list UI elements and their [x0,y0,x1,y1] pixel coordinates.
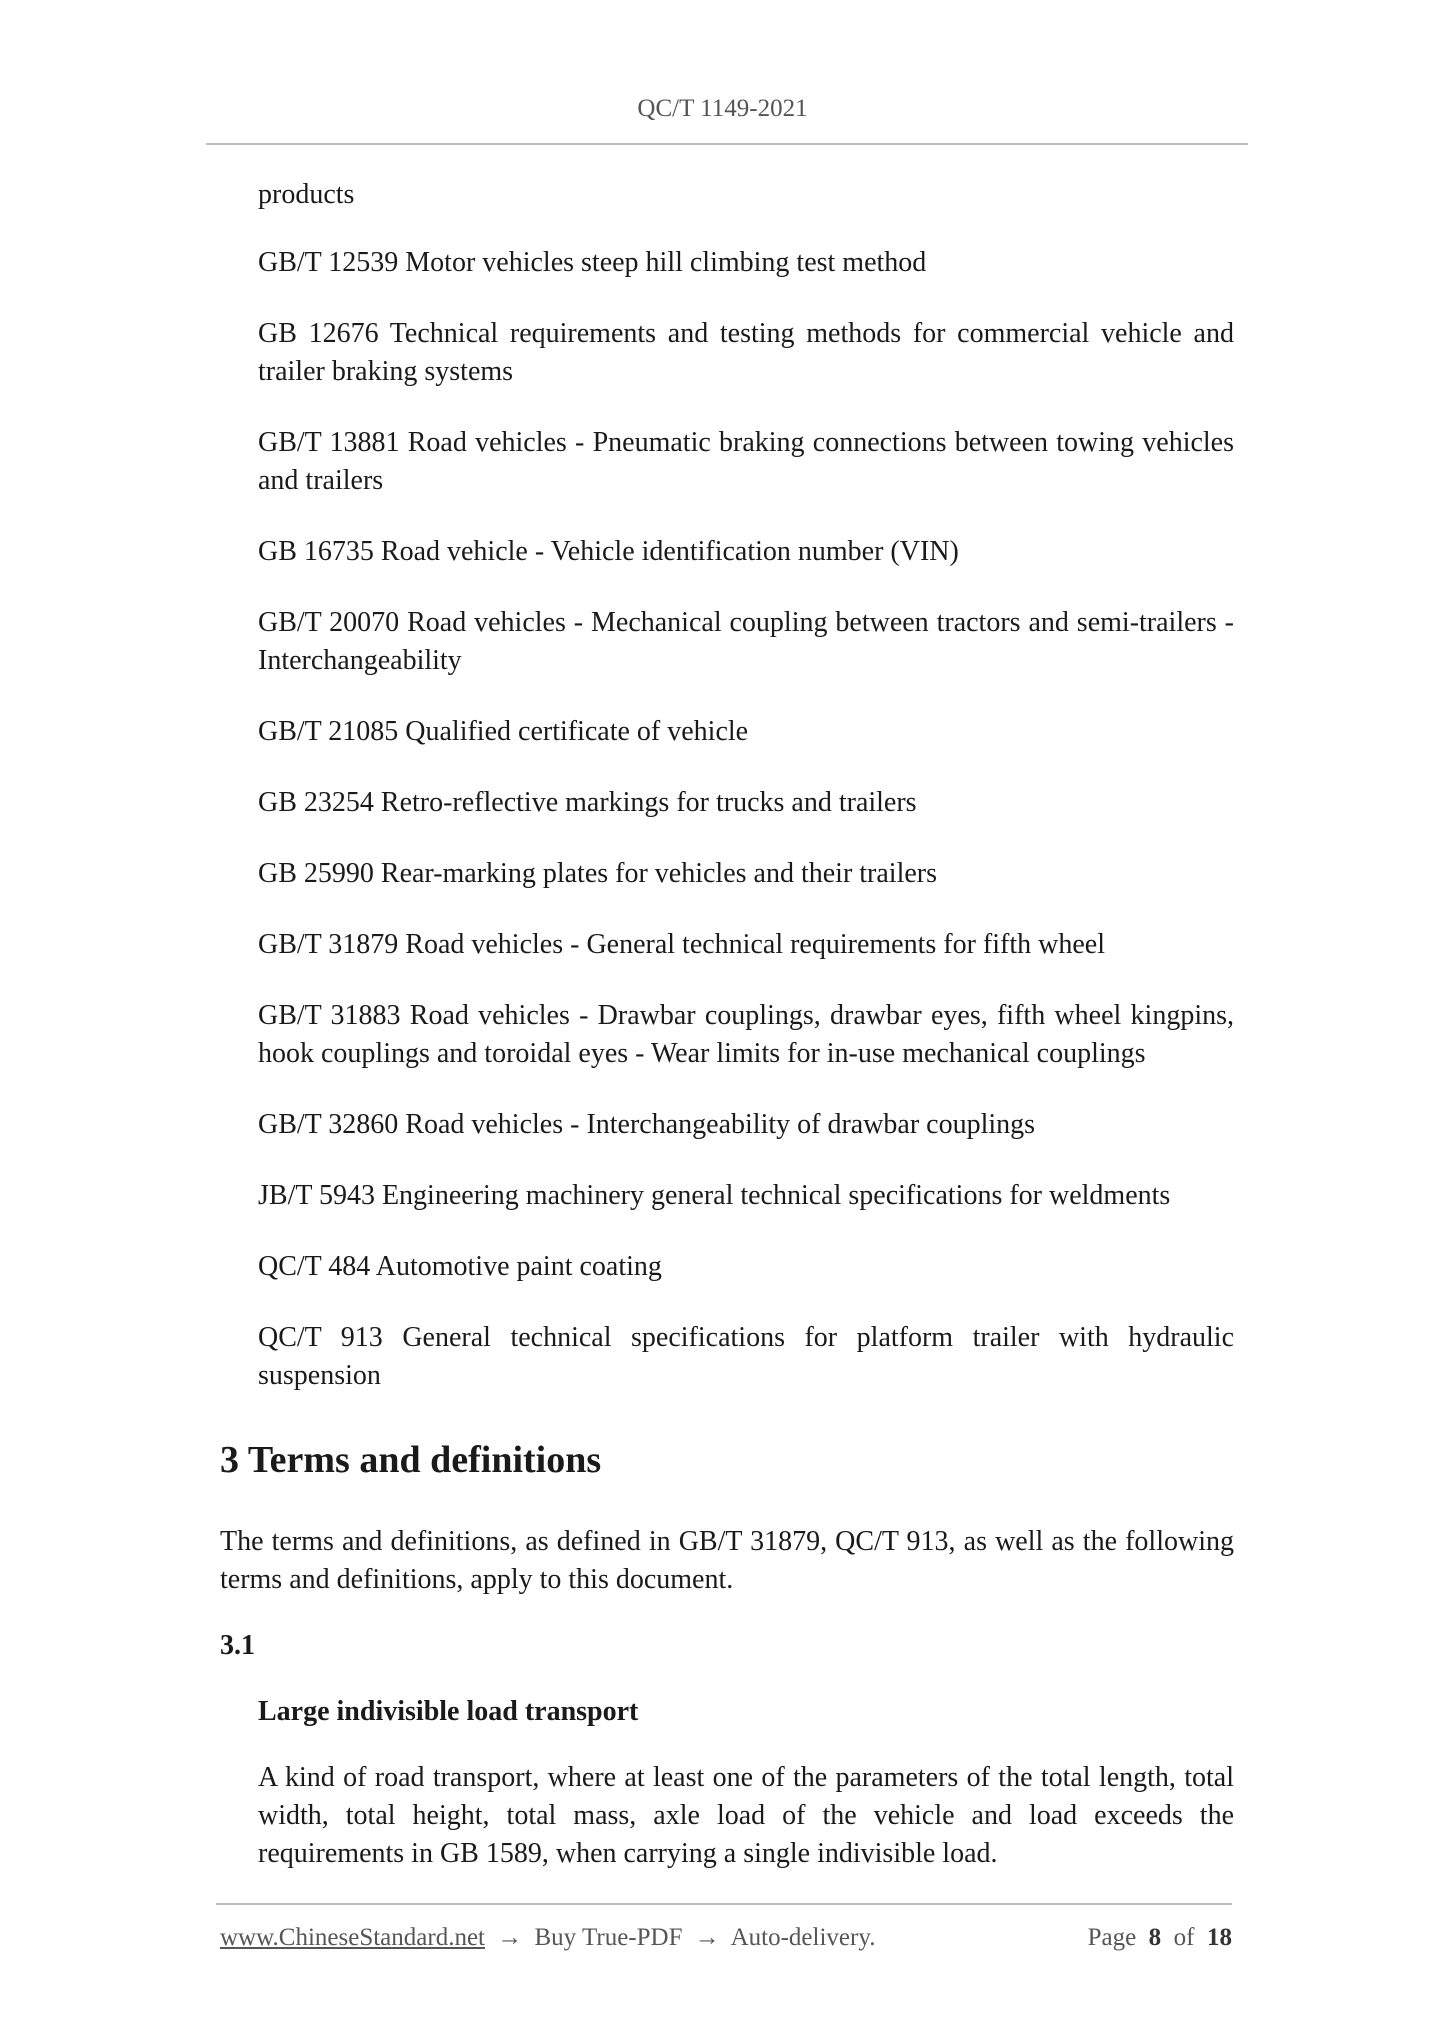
page-total: 18 [1207,1924,1232,1951]
reference-item: products [258,179,355,210]
arrow-right-icon: → [694,1924,720,1951]
reference-item: GB 16735 Road vehicle - Vehicle identification number (VIN) [258,536,959,567]
reference-item: GB/T 13881 Road vehicles - Pneumatic braking connections between towing vehicles and trailers [258,427,1234,496]
website-link[interactable]: www.ChineseStandard.net [220,1924,485,1951]
reference-item: GB/T 31879 Road vehicles - General technical requirements for fifth wheel [258,929,1105,960]
page-current: 8 [1148,1924,1162,1951]
page-footer [220,1924,1232,1964]
buy-true-pdf-text: Buy True-PDF [534,1924,683,1951]
reference-item: GB/T 12539 Motor vehicles steep hill climbing test method [258,247,927,278]
header-divider [206,143,1248,145]
reference-item: QC/T 913 General technical specifications for platform trailer with hydraulic suspension [258,1322,1234,1391]
reference-item: GB/T 32860 Road vehicles - Interchangeability of drawbar couplings [258,1109,1036,1140]
reference-item: JB/T 5943 Engineering machinery general technical specifications for weldments [258,1180,1171,1211]
page-content [220,176,1234,1873]
reference-item: GB/T 20070 Road vehicles - Mechanical coupling between tractors and semi-trailers - Interchangeability [258,607,1234,676]
arrow-right-icon: → [497,1924,523,1951]
clause-number: 3.1 [220,1630,255,1661]
reference-item: GB/T 21085 Qualified certificate of vehicle [258,716,749,747]
of-label: of [1173,1924,1195,1951]
footer-promo [220,1924,875,1952]
reference-item: GB 12676 Technical requirements and testing methods for commercial vehicle and trailer braking systems [258,318,1234,387]
reference-item: GB 25990 Rear-marking plates for vehicles and their trailers [258,858,937,889]
section-heading: 3 Terms and definitions [220,1439,602,1481]
term-title: Large indivisible load transport [258,1696,639,1727]
auto-delivery-text: Auto-delivery. [730,1924,876,1951]
page-number [1088,1924,1232,1952]
section-intro: The terms and definitions, as defined in GB/T 31879, QC/T 913, as well as the following terms and definitions, apply to this document. [220,1526,1234,1595]
reference-item: GB 23254 Retro-reflective markings for trucks and trailers [258,787,917,818]
page-label: Page [1087,1924,1137,1951]
reference-item: GB/T 31883 Road vehicles - Drawbar couplings, drawbar eyes, fifth wheel kingpins, hook couplings and toroidal eyes - Wear limits for in-use mechanical couplings [258,1000,1234,1069]
term-definition: A kind of road transport, where at least one of the parameters of the total length, total width, total height, total mass, axle load of the vehicle and load exceeds the requirements in GB 1589, when carrying a single indivisible load. [258,1762,1234,1869]
document-code-header: QC/T 1149-2021 [637,95,808,122]
footer-divider [216,1903,1232,1905]
reference-item: QC/T 484 Automotive paint coating [258,1251,662,1282]
